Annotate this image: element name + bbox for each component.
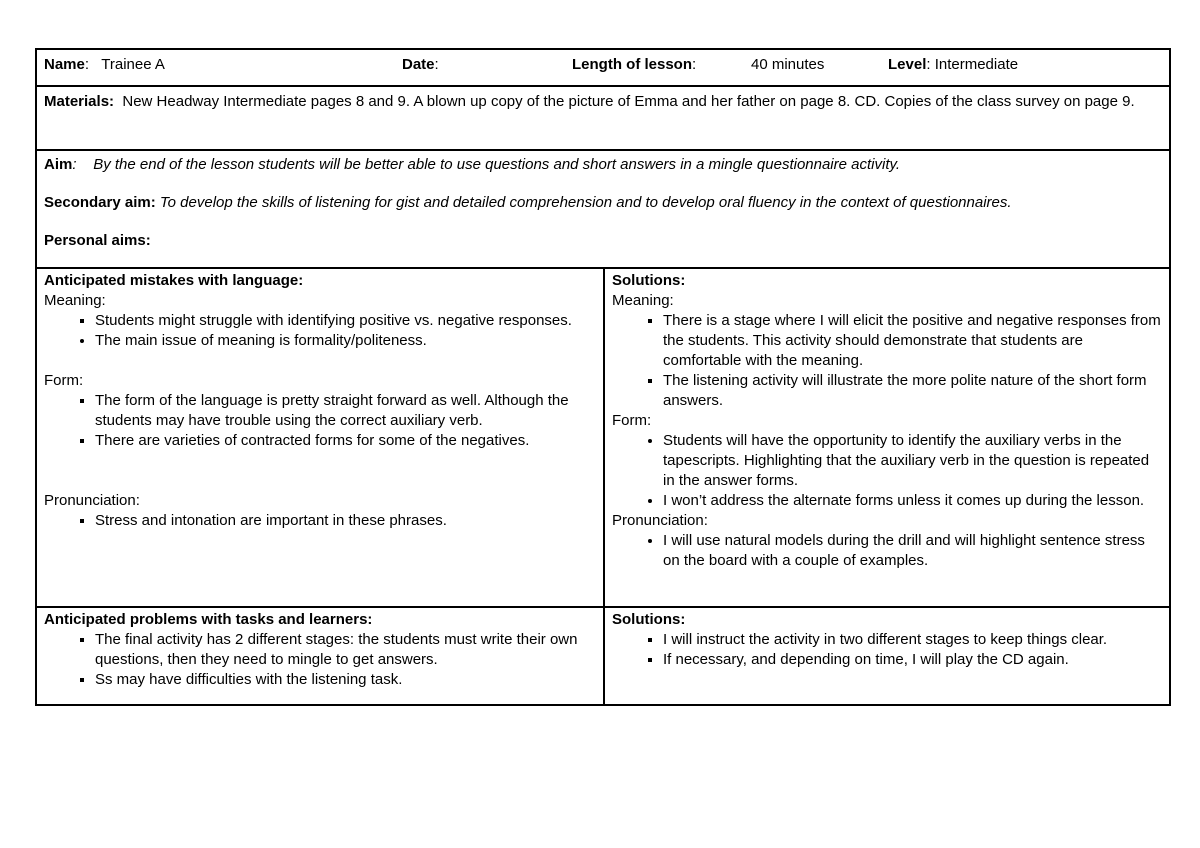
level-field <box>888 56 1018 73</box>
level-value: : Intermediate <box>926 56 1019 73</box>
language-solutions-cell <box>605 269 1169 606</box>
list-item: ▪ There are varieties of contracted forms for some of the negatives. <box>95 431 596 451</box>
pronunciation-list <box>44 511 596 531</box>
secondary-aim-line <box>44 193 1162 213</box>
anticipated-mistakes-title: Anticipated mistakes with language: <box>44 272 304 289</box>
materials-text: New Headway Intermediate pages 8 and 9. A blown up copy of the picture of Emma and her father on page 8. CD. Copies of the class survey on page 9. <box>122 93 1135 110</box>
sol-form-list <box>612 431 1162 511</box>
lesson-plan-table <box>35 48 1171 706</box>
aim-text: By the end of the lesson students will be better able to use questions and short answers in a mingle questionnaire activity. <box>93 156 901 173</box>
secondary-aim-label: Secondary aim: <box>44 194 156 211</box>
pronunciation-label: Pronunciation: <box>44 492 140 509</box>
name-value: Trainee A <box>101 56 165 73</box>
aim-label: Aim <box>44 156 73 173</box>
anticipated-mistakes-cell <box>37 269 605 606</box>
tasks-solutions-cell <box>605 608 1169 704</box>
sol-pronunciation-label: Pronunciation: <box>612 512 708 529</box>
date-field <box>402 56 439 73</box>
secondary-aim-text: To develop the skills of listening for gist and detailed comprehension and to develop oral fluency in the context of questionnaires. <box>159 194 1012 211</box>
sol-form-label: Form: <box>612 412 652 429</box>
name-label: Name <box>44 56 85 73</box>
anticipated-problems-title: Anticipated problems with tasks and learners: <box>44 611 373 628</box>
language-row <box>37 269 1169 608</box>
personal-aims-line <box>44 231 1162 251</box>
form-list <box>44 391 596 451</box>
name-field: Name: Trainee A <box>44 56 165 73</box>
personal-aims-label: Personal aims: <box>44 232 151 249</box>
level-label: Level <box>888 56 927 73</box>
list-item: ▪ Students might struggle with identifying positive vs. negative responses. <box>95 311 596 331</box>
meaning-list <box>44 311 596 331</box>
tasks-solutions-list <box>612 630 1162 670</box>
list-item: ▪ Stress and intonation are important in these phrases. <box>95 511 596 531</box>
materials-row <box>37 87 1169 151</box>
date-value: : <box>434 56 439 73</box>
list-item: ▪ The listening activity will illustrate the more polite nature of the short form answers. <box>663 371 1162 411</box>
header-row <box>37 50 1169 87</box>
length-label: Length of lesson <box>572 56 692 73</box>
list-item: ▪ I will instruct the activity in two different stages to keep things clear. <box>663 630 1162 650</box>
list-item: ▪ If necessary, and depending on time, I will play the CD again. <box>663 650 1162 670</box>
length-value: 40 minutes <box>751 56 825 73</box>
list-item: • Students will have the opportunity to identify the auxiliary verbs in the tapescripts. Highlighting that the auxiliary verb in the question is repeated in the answer forms. <box>663 431 1162 491</box>
sol-meaning-list <box>612 311 1162 411</box>
materials-label: Materials: <box>44 93 115 110</box>
length-field: Length of lesson: <box>572 56 697 73</box>
aims-row <box>37 151 1169 269</box>
sol-pronunciation-list <box>612 531 1162 571</box>
aim-line: Aim: By the end of the lesson students will be better able to use questions and short answers in a mingle questionnaire activity. <box>44 156 901 173</box>
problems-list <box>44 630 596 690</box>
list-item: ▪ There is a stage where I will elicit the positive and negative responses from the students. This activity should demonstrate that students are comfortable with the meaning. <box>663 311 1162 371</box>
tasks-solutions-title: Solutions: <box>612 611 686 628</box>
form-label: Form: <box>44 372 84 389</box>
list-item: ▪ Ss may have difficulties with the listening task. <box>95 670 596 690</box>
date-label: Date <box>402 56 435 73</box>
tasks-row <box>37 608 1169 704</box>
list-item: • I will use natural models during the drill and will highlight sentence stress on the board with a couple of examples. <box>663 531 1162 571</box>
language-solutions-title: Solutions: <box>612 272 686 289</box>
list-item: ▪ The form of the language is pretty straight forward as well. Although the students may have trouble using the correct auxiliary verb. <box>95 391 596 431</box>
sol-meaning-label: Meaning: <box>612 292 674 309</box>
list-item: • I won’t address the alternate forms unless it comes up during the lesson. <box>663 491 1162 511</box>
list-item: ▪ The final activity has 2 different stages: the students must write their own questions, then they need to mingle to get answers. <box>95 630 596 670</box>
anticipated-problems-cell <box>37 608 605 704</box>
list-item: • The main issue of meaning is formality/politeness. <box>95 331 596 351</box>
meaning-label: Meaning: <box>44 292 106 309</box>
meaning-list-2 <box>44 331 596 351</box>
